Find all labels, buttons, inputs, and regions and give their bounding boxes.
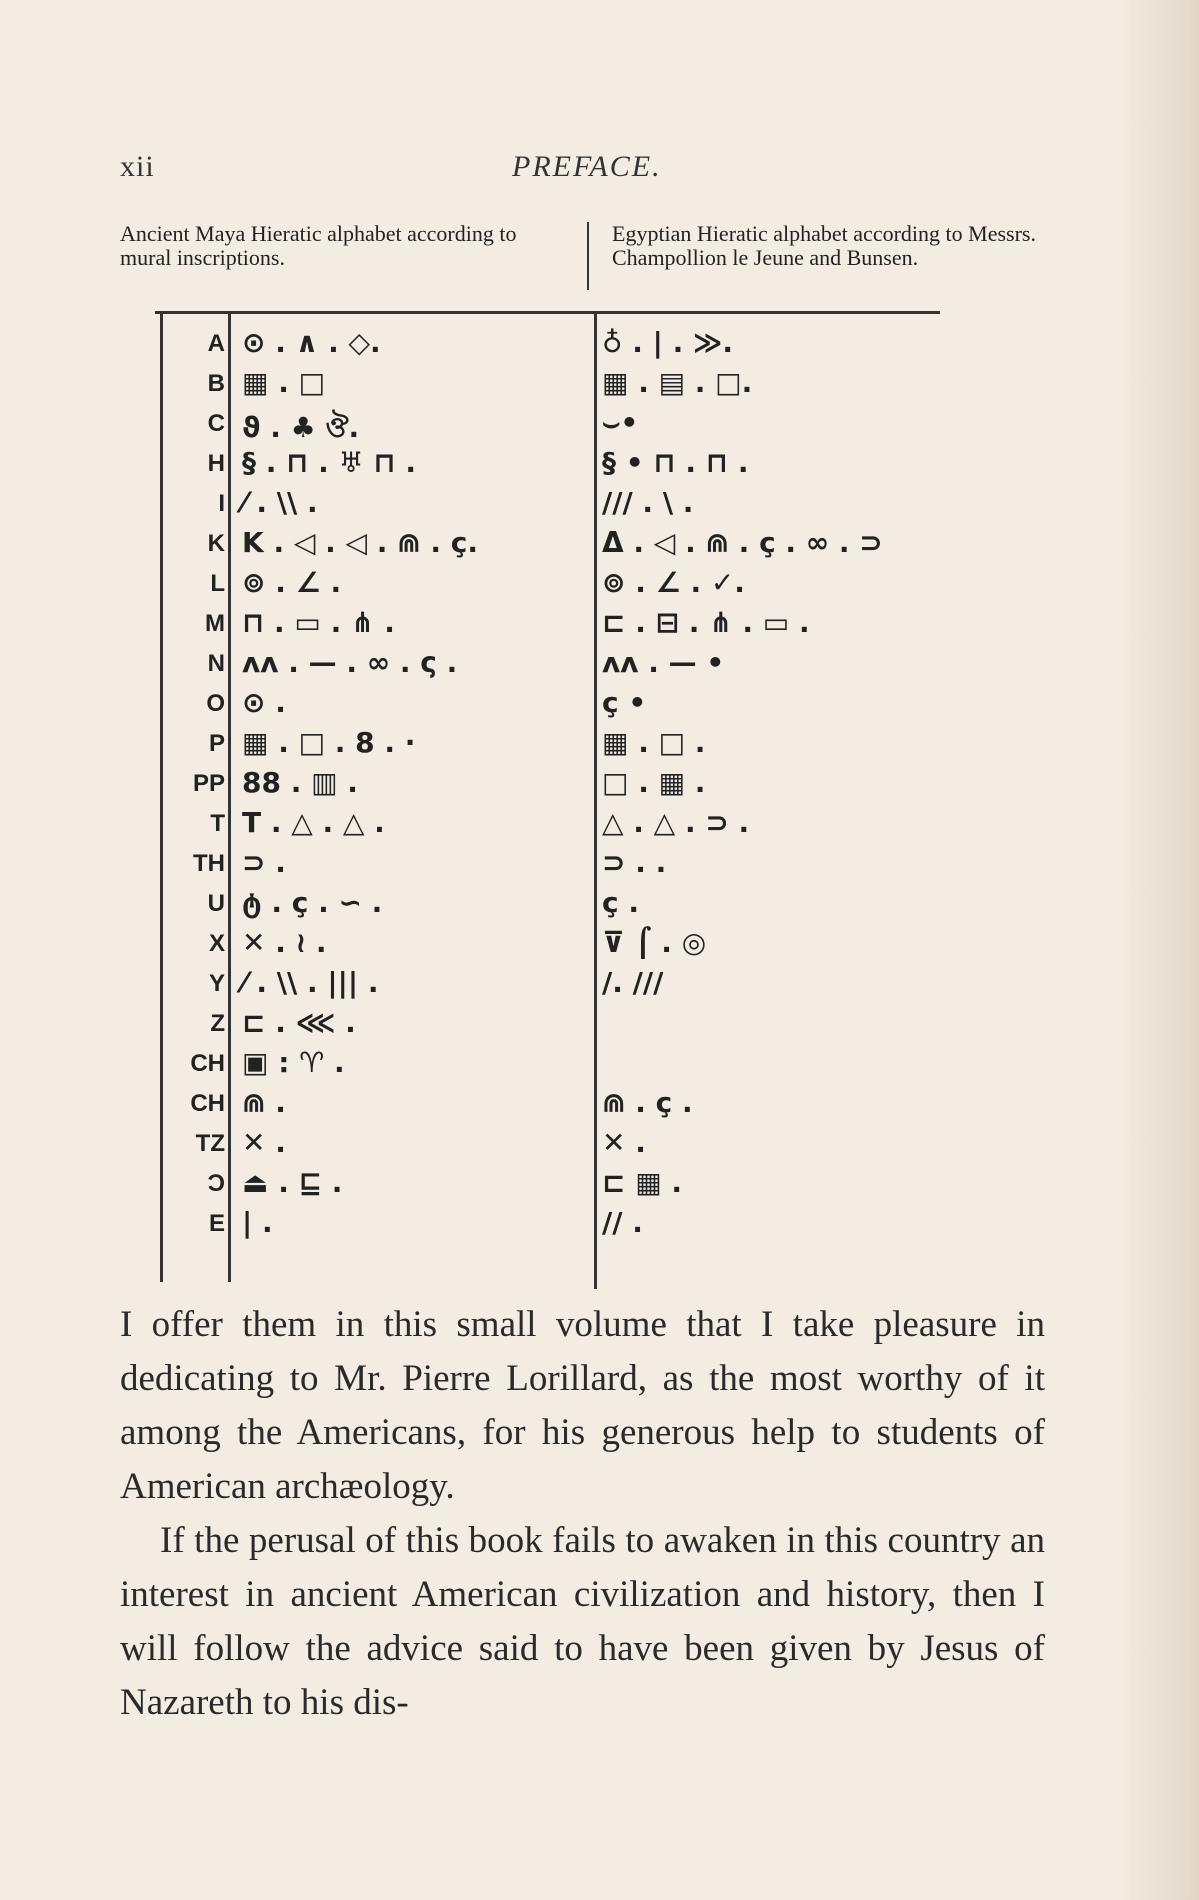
egyptian-glyphs: ⊽ ⌠ . ◎: [602, 926, 707, 959]
row-letter: T: [210, 810, 225, 837]
row-letter: Ɔ: [207, 1170, 225, 1197]
row-letter: TH: [193, 850, 225, 877]
egyptian-glyphs: // .: [602, 1206, 643, 1239]
egyptian-glyphs: ▦ . ▤ . □.: [602, 366, 753, 399]
maya-glyphs: ✕ .: [242, 1126, 286, 1159]
table-row: [160, 564, 940, 604]
row-letter: C: [207, 410, 225, 437]
caption-divider: [587, 222, 589, 290]
egyptian-glyphs: ♁ . | . ≫.: [602, 326, 733, 359]
row-letter: PP: [192, 770, 225, 797]
table-row: [160, 724, 940, 764]
table-row: [160, 1204, 940, 1244]
table-row: [160, 684, 940, 724]
maya-glyphs: ᴧᴧ . — . ∞ . ς .: [242, 646, 458, 679]
table-row: [160, 924, 940, 964]
maya-glyphs: ტ . ҫ . ∽ .: [242, 886, 383, 919]
row-letter: U: [207, 890, 225, 917]
egyptian-glyphs: ▦ . □ .: [602, 726, 706, 759]
table-row: [160, 604, 940, 644]
body-text: [120, 1298, 1045, 1730]
maya-glyphs: ⊚ . ∠ .: [242, 566, 342, 599]
table-row: [160, 364, 940, 404]
table-row: [160, 764, 940, 804]
maya-glyphs: ⏏ . ⊑ .: [242, 1166, 343, 1199]
table-row: [160, 964, 940, 1004]
maya-glyphs: ✕ . ≀ .: [242, 926, 327, 959]
egyptian-glyphs: ⊏ ▦ .: [602, 1166, 683, 1199]
egyptian-column-caption: Egyptian Hieratic alphabet according to Messrs. Champollion le Jeune and Bunsen.: [612, 221, 1036, 270]
row-letter: L: [210, 570, 225, 597]
maya-glyphs: ⁄ . \\ . ||| .: [242, 966, 379, 999]
maya-glyphs: ϑ . ♣ ঔ.: [242, 411, 360, 444]
row-letter: M: [205, 610, 225, 637]
maya-glyphs: ⋒ .: [242, 1086, 286, 1119]
maya-glyphs: § . ⊓ . ♅ ⊓ .: [242, 446, 417, 479]
row-letter: TZ: [195, 1130, 225, 1157]
egyptian-glyphs: § • ⊓ . ⊓ .: [602, 446, 749, 479]
maya-glyphs: T . △ . △ .: [242, 806, 385, 839]
row-letter: P: [208, 730, 225, 757]
running-title: PREFACE.: [512, 150, 662, 183]
maya-glyphs: ▣ : ♈ .: [242, 1046, 345, 1079]
table-row: [160, 844, 940, 884]
table-row: [160, 484, 940, 524]
row-letter: X: [208, 930, 225, 957]
row-letter: E: [208, 1210, 225, 1237]
egyptian-glyphs: ⊃ . .: [602, 846, 667, 879]
maya-glyphs: ⊙ .: [242, 686, 286, 719]
maya-glyphs: ⊏ . ⋘ .: [242, 1006, 356, 1039]
row-letter: A: [207, 330, 225, 357]
row-letter: CH: [190, 1090, 225, 1117]
maya-column-caption: Ancient Maya Hieratic alphabet according to mural inscriptions.: [120, 221, 517, 270]
maya-glyphs: ▦ . □: [242, 366, 326, 399]
table-row: [160, 644, 940, 684]
row-letter: O: [206, 690, 225, 717]
table-row: [160, 1164, 940, 1204]
row-letter: H: [207, 450, 225, 477]
maya-glyphs: 88 . ▥ .: [242, 766, 358, 799]
paragraph: I offer them in this small volume that I take pleasure in dedicating to Mr. Pierre Lorillard, as the most worthy of it among the Americans, for his generous help to students of American archæology.: [120, 1304, 1045, 1507]
paragraph: If the perusal of this book fails to awaken in this country an interest in ancient American civilization and history, then I will follow the advice said to have been given by Jesus of Nazareth to his dis-: [120, 1520, 1045, 1723]
table-row: [160, 884, 940, 924]
table-top-rule: [155, 311, 940, 314]
page-number: xii: [120, 150, 155, 183]
egyptian-glyphs: ⊏ . ⊟ . ⋔ . ▭ .: [602, 606, 810, 639]
row-letter: N: [207, 650, 225, 677]
egyptian-glyphs: /// . \ .: [602, 486, 694, 519]
table-row: [160, 804, 940, 844]
page-edge-shadow: [1119, 0, 1199, 1900]
running-head: [120, 150, 1070, 190]
egyptian-glyphs: /. ///: [602, 966, 664, 999]
table-row: [160, 1004, 940, 1044]
egyptian-glyphs: ⌣•: [602, 406, 639, 439]
maya-glyphs: | .: [242, 1206, 273, 1239]
table-row: [160, 1124, 940, 1164]
table-row: [160, 404, 940, 444]
maya-glyphs: ⊓ . ▭ . ⋔ .: [242, 606, 395, 639]
egyptian-glyphs: ✕ .: [602, 1126, 646, 1159]
table-row: [160, 524, 940, 564]
egyptian-glyphs: ҫ .: [602, 886, 639, 919]
maya-glyphs: ▦ . □ . 8 . ·: [242, 726, 416, 759]
row-letter: CH: [190, 1050, 225, 1077]
egyptian-glyphs: ⋒ . ҫ .: [602, 1086, 693, 1119]
maya-glyphs: ⊙ . ∧ . ◇.: [242, 326, 381, 359]
row-letter: B: [207, 370, 225, 397]
egyptian-glyphs: ⊚ . ∠ . ✓.: [602, 566, 745, 599]
egyptian-glyphs: ᴧᴧ . — •: [602, 646, 725, 679]
maya-glyphs: ⊃ .: [242, 846, 286, 879]
maya-glyphs: ⁄ . \\ .: [242, 486, 318, 519]
row-letter: K: [207, 530, 225, 557]
egyptian-glyphs: □ . ▦ .: [602, 766, 706, 799]
table-row: [160, 1044, 940, 1084]
table-row: [160, 1084, 940, 1124]
table-row: [160, 444, 940, 484]
alphabet-table: [160, 324, 940, 1244]
egyptian-glyphs: ҫ •: [602, 686, 647, 719]
egyptian-glyphs: Δ . ◁ . ⋒ . ҫ . ∞ . ⊃: [602, 526, 883, 559]
row-letter: Y: [208, 970, 225, 997]
row-letter: I: [218, 490, 225, 517]
maya-glyphs: K . ◁ . ◁ . ⋒ . ҫ.: [242, 526, 478, 559]
table-row: [160, 324, 940, 364]
row-letter: Z: [210, 1010, 225, 1037]
egyptian-glyphs: △ . △ . ⊃ .: [602, 806, 750, 839]
